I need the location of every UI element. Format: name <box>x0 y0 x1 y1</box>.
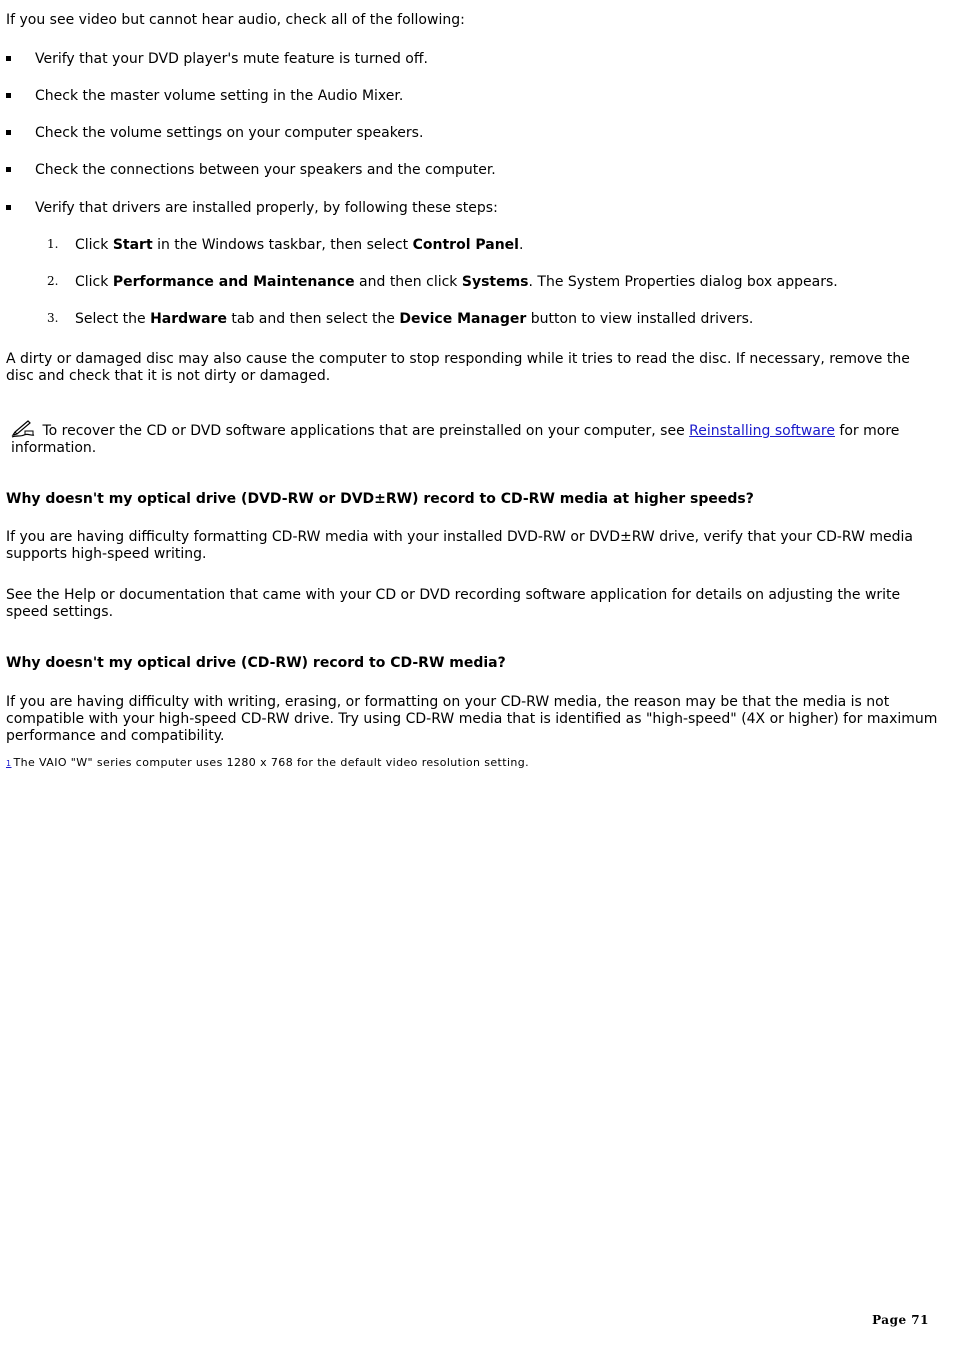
step-text-part: Click <box>75 274 113 290</box>
square-bullet-icon <box>6 56 11 61</box>
step-text <box>75 274 838 291</box>
step-number: 3. <box>47 311 59 325</box>
step-text-part: in the Windows taskbar, then select <box>152 237 413 253</box>
step-text-part: Click <box>75 237 113 253</box>
footnote-marker-link[interactable]: 1 <box>6 759 12 768</box>
step-text <box>75 237 523 254</box>
square-bullet-icon <box>6 205 11 210</box>
square-bullet-icon <box>6 130 11 135</box>
footnote-text: The VAIO "W" series computer uses 1280 x 768 for the default video resolution setting. <box>13 756 530 769</box>
square-bullet-icon <box>6 93 11 98</box>
step-ui-term: Performance and Maintenance <box>112 274 355 290</box>
step-number: 2. <box>47 274 59 288</box>
list-item-text: Verify that your DVD player's mute feature is turned off. <box>35 51 428 67</box>
note-pencil-icon <box>11 420 35 438</box>
dirty-disc-paragraph: A dirty or damaged disc may also cause the computer to stop responding while it tries to read the disc. If necessary, remove the disc and check that it is not dirty or damaged. <box>6 351 910 384</box>
step-text-part: Select the <box>75 311 151 327</box>
step-text-part: . The System Properties dialog box appears. <box>528 274 838 290</box>
note-paragraph <box>11 420 939 457</box>
list-item-text: Check the connections between your speakers and the computer. <box>35 162 496 178</box>
step-ui-term: Control Panel <box>412 237 519 253</box>
step-text-part: button to view installed drivers. <box>526 311 754 327</box>
step-text-part: . <box>518 237 524 253</box>
list-item-text: Check the volume settings on your computer speakers. <box>35 125 424 141</box>
step-text-part: and then click <box>354 274 462 290</box>
square-bullet-icon <box>6 167 11 172</box>
question-heading-cd-rw-media: Why doesn't my optical drive (CD-RW) record to CD-RW media? <box>6 655 506 671</box>
page-number: Page 71 <box>872 1313 929 1327</box>
answer-paragraph: If you are having difficulty formatting CD-RW media with your installed DVD-RW or DVD±RW drive, verify that your CD-RW media supports high-speed writing. <box>6 529 913 562</box>
list-item-text: Verify that drivers are installed properly, by following these steps: <box>35 200 498 216</box>
list-item-text: Check the master volume setting in the Audio Mixer. <box>35 88 404 104</box>
step-text <box>75 311 753 328</box>
note-text-after: for more information. <box>11 423 900 456</box>
answer-paragraph: If you are having difficulty with writing, erasing, or formatting on your CD-RW media, the reason may be that the media is not compatible with your high-speed CD-RW drive. Try using CD-RW media that is identified as "high-speed" (4X or higher) for maximum performance and compatibility. <box>6 694 938 744</box>
footnote <box>6 756 529 770</box>
answer-paragraph: See the Help or documentation that came with your CD or DVD recording software application for details on adjusting the write speed settings. <box>6 587 901 620</box>
reinstalling-software-link[interactable]: Reinstalling software <box>689 423 835 439</box>
step-text-part: tab and then select the <box>226 311 400 327</box>
step-ui-term: Device Manager <box>399 311 527 327</box>
intro-text: If you see video but cannot hear audio, check all of the following: <box>6 12 465 28</box>
question-heading-dvd-rw-speeds: Why doesn't my optical drive (DVD-RW or DVD±RW) record to CD-RW media at higher speeds? <box>6 491 754 507</box>
step-number: 1. <box>47 237 59 251</box>
note-text-before: To recover the CD or DVD software applications that are preinstalled on your computer, see <box>38 423 690 439</box>
step-ui-term: Hardware <box>150 311 227 327</box>
step-ui-term: Start <box>112 237 153 253</box>
step-ui-term: Systems <box>461 274 529 290</box>
